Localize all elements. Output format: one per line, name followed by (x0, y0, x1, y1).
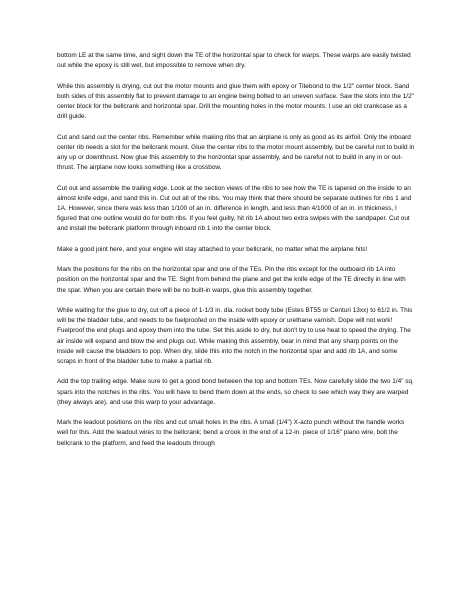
paragraph: Make a good joint here, and your engine will stay attached to your bellcrank, no matter what the airplane hits! (57, 245, 368, 253)
paragraph: Cut out and assemble the trailing edge. Look at the section views of the ribs to see how the TE is tapered on the inside to an almost knife edge, and sand this in. Cut out all of the ribs. You may think that there should be separate outlines for ribs 1 and 1A. However, since there was less than 1/100 of an in. difference in length, and less than 4/1000 of an in. in thickness, I figured that one outline would do for both ribs. If you feel guilty, hit rib 1A about two extra swipes with the sandpaper. Cut out and install the bellcrank platform through inboard rib 1 into the center block. (57, 184, 412, 233)
paragraph: Mark the positions for the ribs on the horizontal spar and one of the TEs. Pin the ribs except for the outboard rib 1A into position on the horizontal spar and the TE. Sight from behind the plane and get the knife edge of the TE directly in line with the spar. When you are certain there will be no built-in warps, glue this assembly together. (57, 266, 406, 294)
paragraph: While waiting for the glue to dry, cut off a piece of 1-1/3 in. dia. rocket body tube (Estes BT55 or Centuri 13xx) to 61/2 in. This will be the bladder tube, and needs to be fuelproofed on the inside with epoxy or urethane varnish. Dope will not work! Fuelproof the end plugs and epoxy them into the tube. Set this aside to dry, but don't try to use heat to speed the drying. The air inside will expand and blow the end plugs out. While making this assembly, bear in mind that any sharp points on the inside will cause the bladders to pop. When dry, slide this into the notch in the horizontal spar and add rib 1A, and some scraps in front of the bladder tube to make a partial rib. (57, 306, 413, 365)
paragraph: bottom LE at the same time, and sight down the TE of the horizontal spar to check for warps. These warps are easily twisted out while the epoxy is still wet, but impossible to remove when dry. (57, 52, 411, 70)
paragraph: While this assembly is drying, cut out the motor mounts and glue them with epoxy or Titebond to the 1/2" center block. Sand both sides of this assembly flat to prevent damage to an engine being bolted to an uneven surface. Saw the slots into the 1/2" center block for the bellcrank and horizontal spar. Drill the mounting holes in the motor mounts. I use an old crankcase as a drill guide. (57, 82, 414, 121)
paragraph: Cut and sand out the center ribs. Remember while making ribs that an airplane is only as good as its airfoil. Only the inboard center rib needs a slot for the bellcrank mount. Glue the center ribs to the motor mount assembly, but be careful not to build in any up or downthrust. Now glue this assembly to the horizontal spar assembly, and be careful not to build in any in or out-thrust. The airplane now looks something like a crossbow. (57, 133, 415, 172)
paragraph: Add the top trailing edge. Make sure to get a good bond between the top and bottom TEs. Now carefully slide the two 1/4" sq. spars into the notches in the ribs. You will have to bend them down at the ends, so check to see which way they are warped (they always are), and use this warp to your advantage. (57, 378, 414, 406)
paragraph: Mark the leadout positions on the ribs and cut small holes in the ribs. A small (1/4") X-acto punch without the handle works well for this. Add the leadout wires to the bellcrank; bend a crook in the end of a 12-in. piece of 1/16" piano wire, bolt the bellcrank to the platform, and feed the leadouts through (57, 419, 405, 447)
